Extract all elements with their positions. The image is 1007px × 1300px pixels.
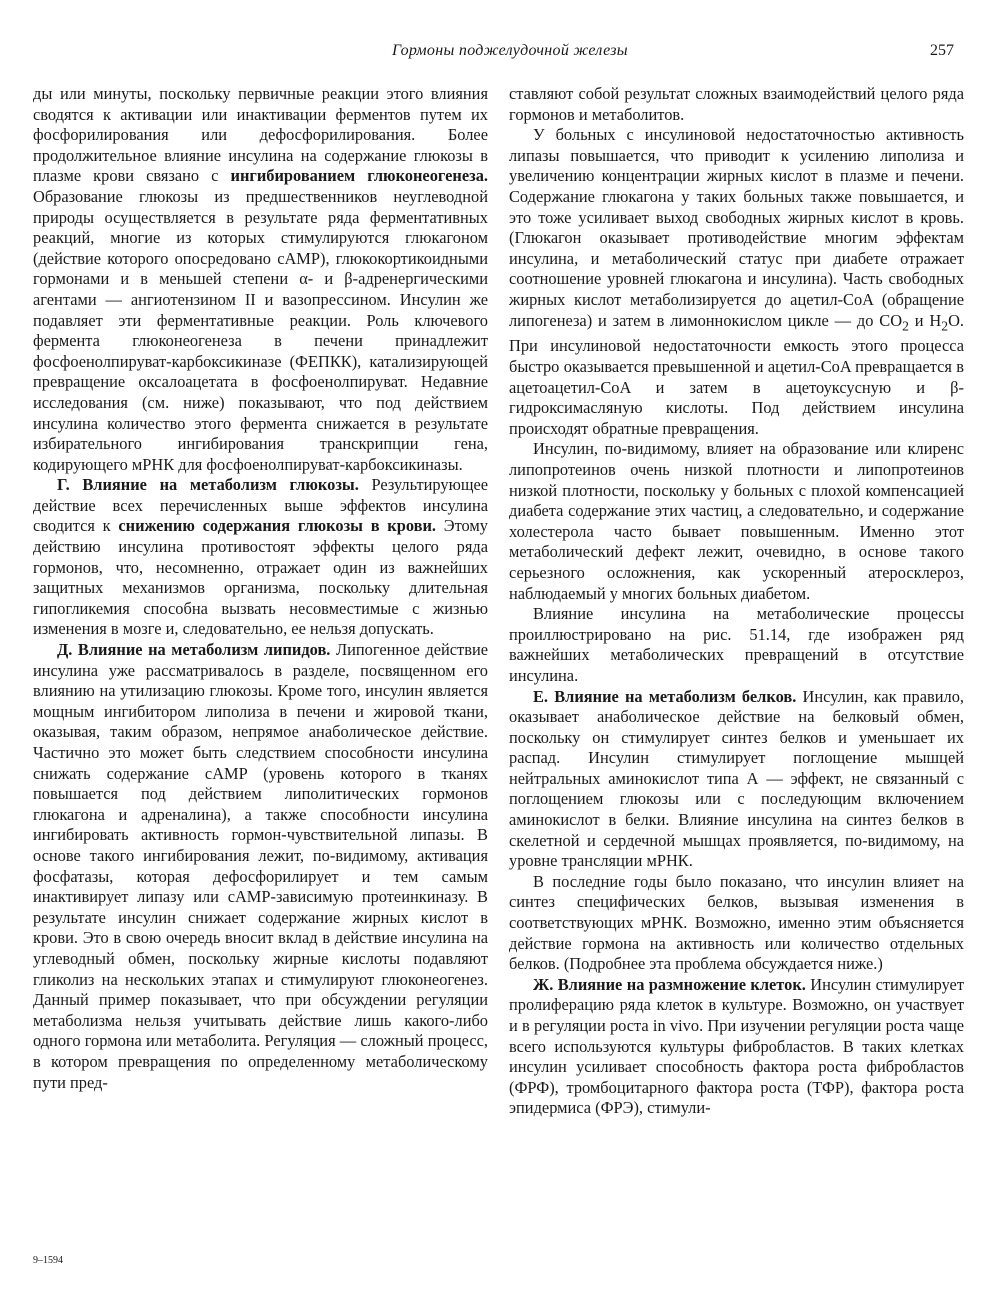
text-run: ды или минуты, поскольку первичные реакции этого влияния сводятся к активации или инактивации ферментов путем их фосфорилирования или дефосфорилирования. Более продолжительное влияние инсулина на содержание глюкозы в плазме крови связано с — [33, 84, 488, 186]
subscript: 2 — [941, 317, 949, 333]
bold-term: ингибированием глюконеогенеза. — [230, 166, 489, 186]
paragraph-continuation: ставляют собой результат сложных взаимодействий целого ряда гормонов и метаболитов. — [509, 84, 964, 124]
paragraph-glucose-metabolism — [33, 475, 488, 640]
text-run: Инсулин, как правило, оказывает анаболическое действие на белковый обмен, поскольку он стимулирует синтез белков и уменьшает их распад. Инсулин стимулирует поглощение мышцей нейтральных аминокислот типа А — эффект, не связанный с поглощением глюкозы или с последующим включением аминокислот в белки. Влияние инсулина на синтез белков в скелетной и сердечной мышцах проявляется, по-видимому, на уровне трансляции мРНК. — [509, 686, 964, 871]
section-heading: Ж. Влияние на размножение клеток. — [533, 974, 806, 994]
running-title: Гормоны поджелудочной железы — [392, 42, 628, 59]
text-run: Этому действию инсулина противостоят эффекты целого ряда гормонов, что, несомненно, отражает один из важнейших защитных механизмов организма, поскольку длительная гипогликемия способна вызвать несовместимые с жизнью изменения в мозге и, следовательно, ее нельзя допускать. — [33, 516, 488, 639]
section-heading: Е. Влияние на метаболизм белков. — [533, 686, 797, 706]
bold-term: снижению содержания глюкозы в крови. — [118, 516, 437, 536]
text-run: Липогенное действие инсулина уже рассматривалось в разделе, посвященном его влиянию на утилизацию глюкозы. Кроме того, инсулин является мощным ингибитором липолиза в печени и жировой ткани, оказывая, таким образом, непрямое анаболическое действие. Частично это может быть следствием способности инсулина снижать содержание cAMP (уровень которого в тканях повышается под действием липолитических гормонов глюкагона и адреналина), а также способности инсулина ингибировать активность гормон-чувствительной липазы. В основе такого ингибирования лежит, по-видимому, активация фосфатазы, которая дефосфорилирует и тем самым инактивирует липазу или cAMP-зависимую протеинкиназу. В результате инсулин снижает содержание жирных кислот в крови. Это в свою очередь вносит вклад в действие инсулина на углеводный обмен, поскольку жирные кислоты подавляют гликолиз на нескольких этапах и стимулируют глюконеогенез. Данный пример показывает, что при обсуждении регуляции метаболизма нельзя учитывать действие лишь какого-либо одного гормона или метаболита. Регуляция — сложный процесс, в котором превращения по определенному метаболическому пути пред- — [33, 640, 488, 1092]
section-heading: Д. Влияние на метаболизм липидов. — [57, 640, 331, 660]
page-number: 257 — [930, 42, 954, 59]
text-run: Инсулин стимулирует пролиферацию ряда клеток в культуре. Возможно, он участвует и в регуляции роста in vivo. При изучении регуляции роста чаще всего используются культуры фибробластов. В таких клетках инсулин усиливает способность фактора роста фибробластов (ФРФ), тромбоцитарного фактора роста (ТФР), фактора роста эпидермиса (ФРЭ), стимули- — [509, 974, 964, 1118]
signature-code: 9–1594 — [33, 1255, 63, 1266]
subscript: 2 — [902, 317, 909, 333]
page-header — [0, 42, 1007, 70]
text-run: У больных с инсулиновой недостаточностью активность липазы повышается, что приводит к усилению липолиза и увеличению концентрации жирных кислот в плазме и печени. Содержание глюкагона у таких больных также повышается, и это тоже усиливает выход свободных жирных кислот в кровь. (Глюкагон оказывает противодействие многим эффектам инсулина, и метаболический статус при диабете отражает соотношение уровней глюкагона и инсулина). Часть свободных жирных кислот метаболизируется до ацетил-CoA (обращение липогенеза) и затем в лимоннокислом цикле — до CO — [509, 125, 964, 330]
left-column — [33, 84, 488, 1093]
paragraph-figure-reference: Влияние инсулина на метаболические процессы проиллюстрировано на рис. 51.14, где изображен ряд важнейших метаболических превращений в отсутствие инсулина. — [509, 604, 964, 685]
text-run: Образование глюкозы из предшественников неуглеводной природы осуществляется в результате ряда ферментативных реакций, многие из которых стимулируются глюкагоном (действие которого опосредовано cAMP), глюкокортикоидными гормонами и в меньшей степени α- и β-адренергическими агентами — ангиотензином II и вазопрессином. Инсулин же подавляет эти ферментативные реакции. Роль ключевого фермента глюконеогенеза в печени принадлежит фосфоенолпируват-карбоксикиназе (ФЕПКК), катализирующей превращение оксалоацетата в фосфоенолпируват. Недавние исследования (см. ниже) показывают, что под действием инсулина количество этого фермента снижается в результате избирательного ингибирования транскрипции гена, кодирующего мРНК для фосфоенолпируват-карбоксикиназы. — [33, 186, 488, 474]
paragraph-gluconeogenesis — [33, 84, 488, 475]
paragraph-insulin-deficiency — [509, 125, 964, 439]
paragraph-protein-metabolism — [509, 687, 964, 872]
right-column — [509, 84, 964, 1119]
section-heading: Г. Влияние на метаболизм глюкозы. — [57, 475, 359, 495]
paragraph-cell-proliferation — [509, 975, 964, 1119]
paragraph-lipoproteins: Инсулин, по-видимому, влияет на образование или клиренс липопротеинов очень низкой плотности и липопротеинов низкой плотности, поскольку у больных с плохой компенсацией диабета содержание этих частиц, а следовательно, и содержание холестерола часто бывает повышенным. Именно этот метаболический дефект лежит, очевидно, в основе такого серьезного осложнения, как ускоренный атеросклероз, наблюдаемый у многих больных диабетом. — [509, 439, 964, 603]
text-run: Результирующее действие всех перечисленных выше эффектов инсулина сводится к — [33, 475, 488, 536]
paragraph-lipid-metabolism — [33, 640, 488, 1093]
text-run: O. При инсулиновой недостаточности емкость этого процесса быстро оказывается превышенной и ацетил-CoA превращается в ацетоацетил-CoA и затем в ацетоуксусную и β-гидроксимасляную кислоты. Под действием инсулина происходят обратные превращения. — [509, 310, 964, 438]
text-run: и H — [908, 310, 942, 330]
paragraph-specific-proteins: В последние годы было показано, что инсулин влияет на синтез специфических белков, вызывая изменения в соответствующих мРНК. Возможно, именно этим объясняется действие гормона на активность или количество отдельных белков. (Подробнее эта проблема обсуждается ниже.) — [509, 871, 964, 974]
